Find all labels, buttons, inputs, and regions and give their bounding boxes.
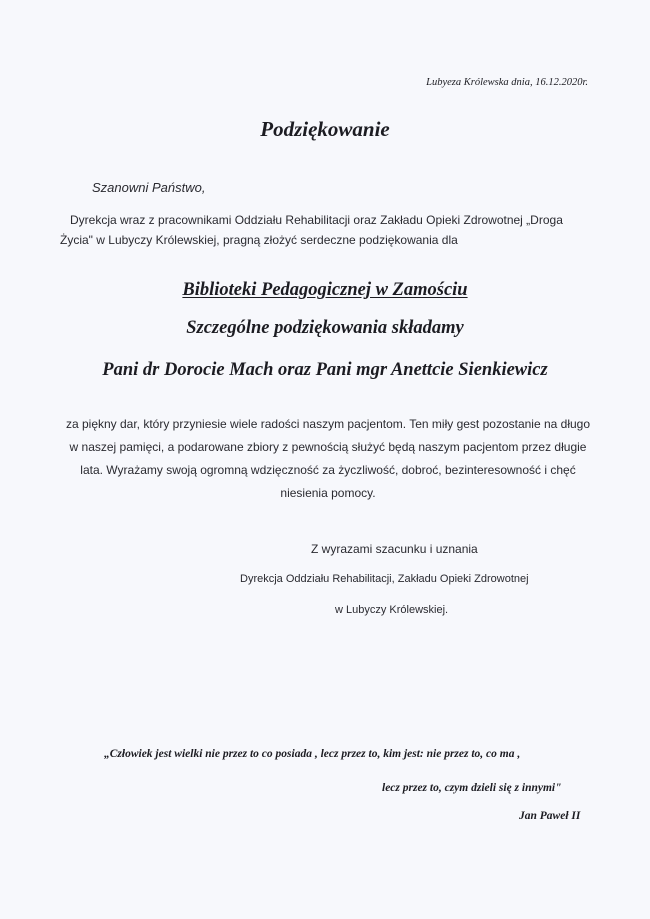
quote-line: lecz przez to, czym dzieli się z innymi" <box>382 782 562 794</box>
quote-line: „Człowiek jest wielki nie przez to co posiada , lecz przez to, kim jest: nie przez to, co ma , <box>104 748 521 760</box>
closing-signatory: Dyrekcja Oddziału Rehabilitacji, Zakładu Opieki Zdrowotnej <box>240 573 529 585</box>
closing-regards: Z wyrazami szacunku i uznania <box>311 542 478 556</box>
recipient-name: Biblioteki Pedagogicznej w Zamościu <box>182 280 468 300</box>
persons-heading: Pani dr Dorocie Mach oraz Pani mgr Anettcie Sienkiewicz <box>102 360 548 380</box>
intro-line: Życia" w Lubyczy Królewskiej, pragną złożyć serdeczne podziękowania dla <box>60 233 458 247</box>
closing-location: w Lubyczy Królewskiej. <box>335 604 449 616</box>
page-title: Podziękowanie <box>260 117 390 141</box>
body-line: za piękny dar, który przyniesie wiele radości naszym pacjentom. Ten miły gest pozostanie na długo <box>65 417 591 431</box>
body-line: lata. Wyrażamy swoją ogromną wdzięczność za życzliwość, dobroć, bezinteresowność i chęć <box>80 463 576 477</box>
special-thanks-heading: Szczególne podziękowania składamy <box>186 318 464 338</box>
body-line: niesienia pomocy. <box>280 486 376 500</box>
intro-paragraph <box>60 210 620 250</box>
body-line: w naszej pamięci, a podarowane zbiory z pewnością służyć będą naszym pacjentom przez długie <box>69 440 587 454</box>
greeting: Szanowni Państwo, <box>92 180 206 195</box>
body-paragraph <box>58 413 598 505</box>
date-line: Lubyeza Królewska dnia, 16.12.2020r. <box>426 77 588 88</box>
intro-line: Dyrekcja wraz z pracownikami Oddziału Rehabilitacji oraz Zakładu Opieki Zdrowotnej „Droga <box>70 213 563 227</box>
quote-author: Jan Paweł II <box>519 810 581 822</box>
recipient-heading <box>0 280 650 301</box>
